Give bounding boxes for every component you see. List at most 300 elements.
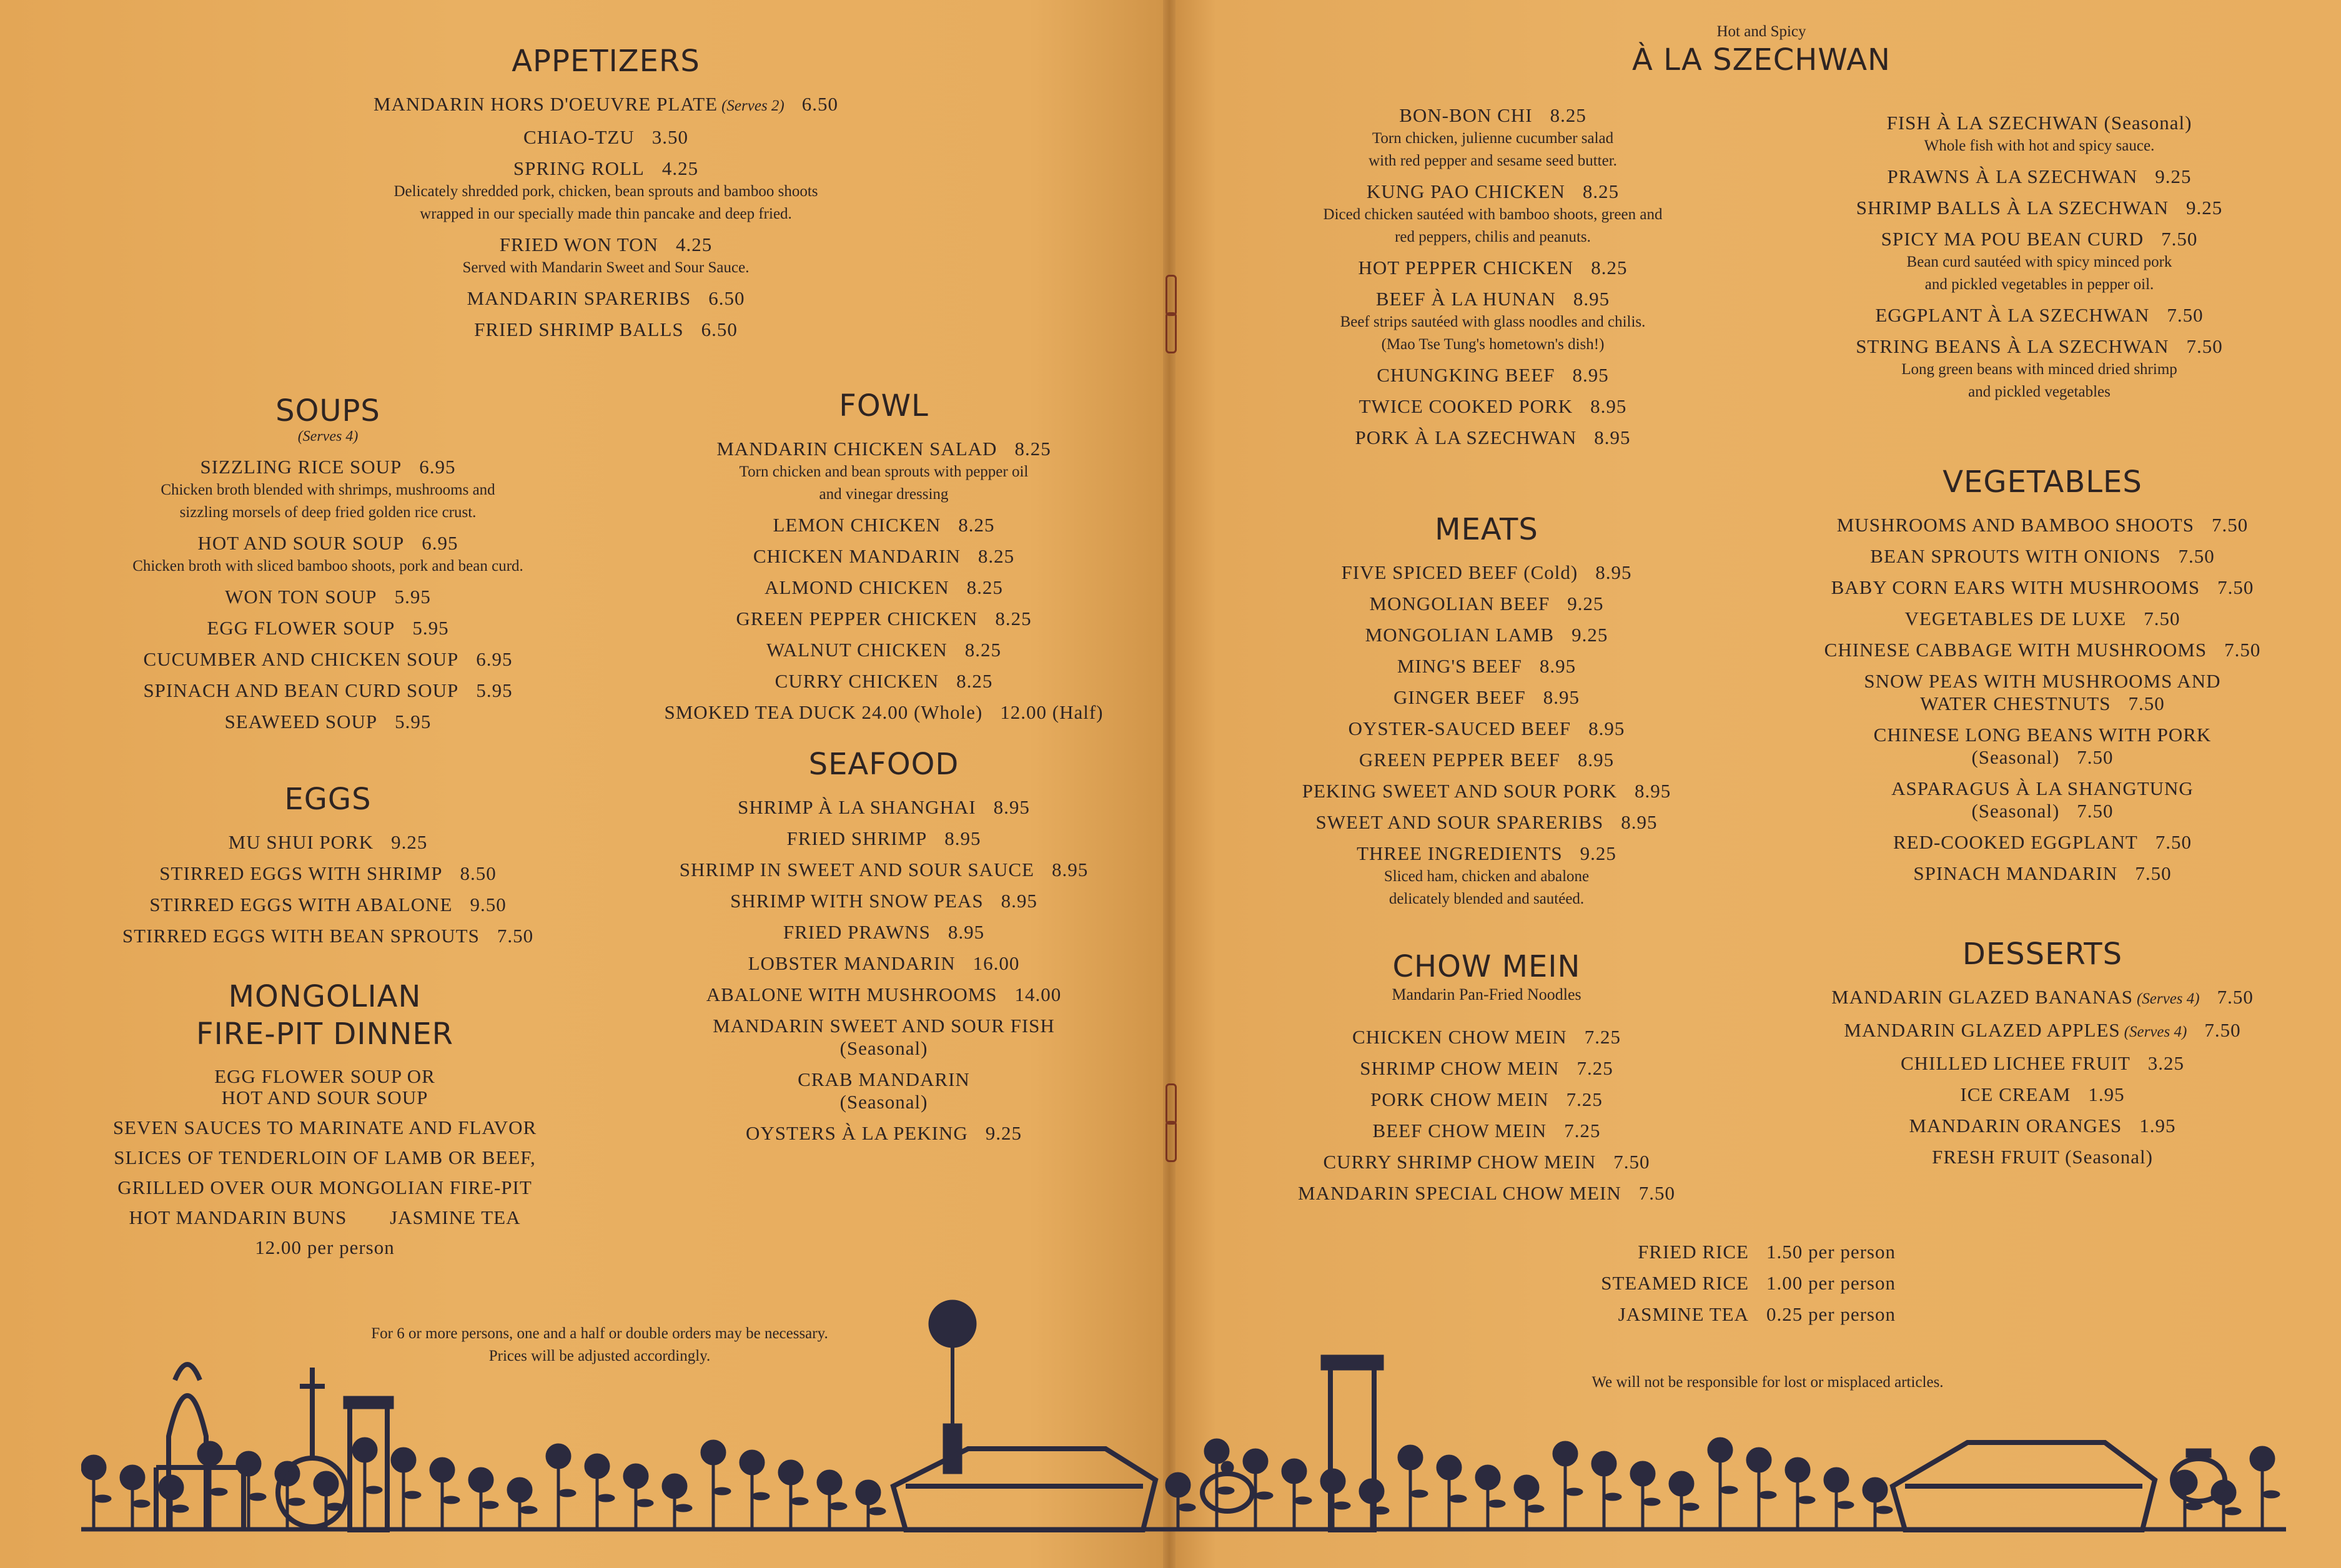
item-name: SEAWEED SOUP [224, 711, 378, 732]
item-name: MANDARIN GLAZED APPLES [1844, 1019, 2121, 1041]
item-name-line2: WATER CHESTNUTS [1920, 693, 2111, 714]
jasmine-tea-mongolian: JASMINE TEA [390, 1206, 521, 1228]
item-price: 8.95 [993, 796, 1030, 818]
item-price: 8.95 [1588, 717, 1625, 739]
item-price: 0.25 per person [1766, 1303, 1896, 1325]
flower-icon [507, 1477, 532, 1502]
item-name: THREE INGREDIENTS [1357, 842, 1563, 864]
menu-item-red-cooked-eggplant [1786, 827, 2299, 858]
item-name: CURRY CHICKEN [775, 670, 939, 692]
item-name: CUCUMBER AND CHICKEN SOUP [143, 648, 459, 670]
item-description [1249, 204, 1736, 249]
item-name: MANDARIN GLAZED BANANAS [1831, 986, 2133, 1008]
item-name: CURRY SHRIMP CHOW MEIN [1323, 1151, 1596, 1173]
mongolian-extras [37, 1203, 612, 1233]
menu-item-won-ton-soup [37, 581, 618, 613]
description-line: Torn chicken, julienne cucumber salad [1372, 130, 1614, 147]
item-price: 9.25 [1571, 624, 1608, 646]
menu-item-hot-and-sour-soup [37, 528, 618, 559]
menu-item-mandarin-special-chow-mein [1249, 1178, 1724, 1209]
menu-item-beef-la-hunan [1249, 284, 1736, 315]
item-price: 8.95 [1635, 780, 1671, 802]
item-name: LOBSTER MANDARIN [748, 952, 956, 974]
plant-stand-icon [344, 1396, 393, 1530]
flower-icon [1204, 1439, 1229, 1464]
menu-item-chungking-beef [1249, 360, 1736, 391]
item-name: GREEN PEPPER BEEF [1359, 749, 1560, 771]
menu-item-shrimp-balls-la-szechwan [1793, 192, 2286, 224]
item-name: MONGOLIAN LAMB [1365, 624, 1555, 646]
item-price: 7.50 [2161, 228, 2198, 250]
flower-icon [1746, 1447, 1771, 1472]
item-name: CHUNGKING BEEF [1377, 364, 1555, 386]
item-price: 1.95 [2139, 1115, 2176, 1137]
menu-item-shrimp-with-snow-peas [625, 885, 1143, 917]
menu-item-eggplant-la-szechwan [1793, 300, 2286, 331]
item-name: SHRIMP IN SWEET AND SOUR SAUCE [679, 859, 1034, 880]
mongolian-section [37, 978, 612, 1263]
item-name: MONGOLIAN BEEF [1369, 593, 1550, 614]
item-price: 8.25 [1550, 104, 1586, 126]
item-price: 3.25 [2147, 1052, 2185, 1074]
menu-item-twice-cooked-pork [1249, 391, 1736, 422]
item-price: 4.25 [675, 234, 713, 255]
flower-icon [430, 1457, 455, 1482]
menu-item-spicy-ma-pou-bean-curd [1793, 224, 2286, 255]
item-price: 7.50 [1613, 1151, 1650, 1173]
menu-item-line2 [1786, 688, 2299, 719]
item-name: PEKING SWEET AND SOUR PORK [1302, 780, 1617, 802]
menu-item-hot-pepper-chicken [1249, 252, 1736, 284]
description-line: and pickled vegetables [1968, 383, 2111, 400]
flower-icon [1243, 1449, 1268, 1474]
item-price: 7.50 [497, 925, 534, 947]
menu-item-baby-corn-ears-with-mushrooms [1786, 572, 2299, 603]
item-price: 8.95 [1577, 749, 1615, 771]
mongolian-heading-2: FIRE-PIT DINNER [195, 1017, 454, 1052]
description-line: Sliced ham, chicken and abalone [1383, 868, 1590, 885]
item-price: 7.25 [1584, 1026, 1621, 1048]
flower-icon [1630, 1461, 1655, 1486]
flower-icon [1669, 1471, 1694, 1496]
item-name: BEAN SPROUTS WITH ONIONS [1870, 545, 2161, 567]
flower-icon [778, 1460, 803, 1485]
item-price: 5.95 [394, 586, 431, 608]
item-name: SPICY MA POU BEAN CURD [1881, 228, 2144, 250]
description-line: sizzling morsels of deep fried golden rice crust. [179, 504, 477, 521]
flower-icon [585, 1454, 610, 1479]
menu-item-fish-la-szechwan-seasonal [1793, 107, 2286, 139]
description-line: Diced chicken sautéed with bamboo shoots, green and [1323, 206, 1663, 223]
menu-item-mandarin-hors-d-oeuvre-plate [300, 89, 912, 122]
eggs-heading: EGGS [284, 782, 372, 817]
description-line: and vinegar dressing [819, 486, 949, 503]
item-name: STIRRED EGGS WITH BEAN SPROUTS [122, 925, 480, 947]
item-price: 1.50 per person [1766, 1241, 1896, 1263]
szechwan-kicker: Hot and Spicy [1716, 23, 1806, 40]
menu-item-lemon-chicken [625, 510, 1143, 541]
flower-icon [546, 1444, 571, 1469]
item-name: OYSTERS À LA PEKING [746, 1122, 968, 1144]
item-price: 7.50 [2077, 800, 2114, 822]
item-name: CHICKEN CHOW MEIN [1352, 1026, 1567, 1048]
menu-item-vegetables-de-luxe [1786, 603, 2299, 634]
flower-icon [1166, 1472, 1190, 1497]
menu-item-oyster-sauced-beef [1249, 713, 1724, 744]
menu-item-walnut-chicken [625, 634, 1143, 666]
footnote-line: For 6 or more persons, one and a half or double orders may be necessary. [371, 1325, 828, 1342]
item-price: 8.25 [958, 514, 995, 536]
item-price: 6.50 [708, 287, 745, 309]
flower-icon [2250, 1446, 2275, 1471]
flower-icon [1785, 1457, 1810, 1482]
flower-icon [352, 1437, 377, 1462]
menu-item-ming-s-beef [1249, 651, 1724, 682]
fowl-heading: FOWL [839, 388, 929, 423]
item-name: BON-BON CHI [1399, 104, 1533, 126]
item-price: 7.50 [2128, 693, 2165, 714]
item-name: TWICE COOKED PORK [1359, 395, 1573, 417]
item-name: FRIED WON TON [499, 234, 658, 255]
menu-item-mandarin-oranges [1786, 1110, 2299, 1141]
item-price: 7.50 [2204, 1019, 2241, 1041]
item-name: SPRING ROLL [513, 157, 645, 179]
item-price: 7.50 [2224, 639, 2261, 661]
item-name: FRIED RICE [1638, 1241, 1749, 1263]
vegetables-heading: VEGETABLES [1943, 465, 2142, 500]
item-name-line2: (Seasonal) [1971, 746, 2060, 768]
item-name: HOT AND SOUR SOUP [197, 532, 405, 554]
menu-item-mongolian-beef [1249, 588, 1724, 619]
item-price: 8.25 [995, 608, 1032, 629]
item-price: 6.95 [419, 456, 456, 478]
menu-item-five-spiced-beef-cold [1249, 557, 1724, 588]
flower-icon [1708, 1437, 1733, 1462]
urn-stand-icon [1321, 1355, 1383, 1530]
mongolian-heading-1: MONGOLIAN [228, 979, 422, 1014]
item-price: 7.50 [2217, 576, 2254, 598]
item-name: FRIED SHRIMP [786, 827, 928, 849]
item-name: SPINACH MANDARIN [1913, 862, 2118, 884]
menu-item-fried-won-ton [300, 229, 912, 260]
item-name: WALNUT CHICKEN [766, 639, 948, 661]
item-price: 9.25 [2155, 165, 2192, 187]
menu-item-bean-sprouts-with-onions [1786, 541, 2299, 572]
menu-item-seaweed-soup [37, 706, 618, 737]
item-price: 8.95 [1539, 655, 1576, 677]
item-price: 16.00 [973, 952, 1020, 974]
description-line: Torn chicken and bean sprouts with pepper oil [739, 463, 1029, 480]
item-price: 6.95 [422, 532, 458, 554]
flower-icon [197, 1441, 222, 1466]
item-name: SPINACH AND BEAN CURD SOUP [143, 679, 459, 701]
item-seasonal: (Seasonal) [839, 1037, 928, 1059]
flower-icon [1282, 1459, 1307, 1484]
item-name: MANDARIN HORS D'OEUVRE PLATE [373, 93, 718, 115]
flower-icon [1437, 1455, 1462, 1480]
menu-item-green-pepper-chicken [625, 603, 1143, 634]
item-description [1249, 865, 1724, 910]
item-name: RED-COOKED EGGPLANT [1893, 831, 2138, 853]
menu-item-cucumber-and-chicken-soup [37, 644, 618, 675]
item-price: 4.25 [661, 157, 699, 179]
item-name: WON TON SOUP [225, 586, 377, 608]
menu-item-shrimp-in-sweet-and-sour-sauce [625, 854, 1143, 885]
binding-cord-bottom-2 [1166, 1121, 1177, 1162]
szechwan-column-1 [1249, 100, 1736, 453]
item-price: 7.25 [1564, 1120, 1601, 1141]
flower-icon [391, 1447, 416, 1472]
flower-icon [1591, 1451, 1616, 1476]
menu-item-lobster-mandarin [625, 948, 1143, 979]
menu-item-chicken-chow-mein [1249, 1022, 1724, 1053]
description-line: Long green beans with minced dried shrimp [1901, 361, 2177, 378]
item-name: FIVE SPICED BEEF (Cold) [1341, 561, 1578, 583]
item-name: KUNG PAO CHICKEN [1366, 180, 1565, 202]
item-description [1793, 251, 2286, 296]
item-price: 9.25 [1567, 593, 1604, 614]
item-name: STIRRED EGGS WITH SHRIMP [159, 862, 443, 884]
item-name: SNOW PEAS WITH MUSHROOMS AND [1864, 670, 2221, 692]
soups-subtitle: (Serves 4) [297, 428, 359, 445]
item-seasonal: (Seasonal) [839, 1091, 928, 1113]
chow-mein-section [1249, 948, 1724, 1209]
flower-icon [81, 1455, 106, 1480]
mongolian-line: HOT AND SOUR SOUP [221, 1087, 428, 1108]
menu-item-spring-roll [300, 153, 912, 184]
description-line: Served with Mandarin Sweet and Sour Sauce. [462, 259, 750, 276]
menu-item-peking-sweet-and-sour-pork [1249, 776, 1724, 807]
item-price: 6.50 [801, 93, 839, 115]
item-name: MANDARIN SPARERIBS [467, 287, 691, 309]
flower-icon [468, 1467, 493, 1492]
item-description [300, 257, 912, 279]
item-name: MANDARIN CHICKEN SALAD [716, 438, 997, 460]
menu-item-three-ingredients [1249, 838, 1724, 869]
appetizers-heading: APPETIZERS [512, 44, 700, 79]
description-line: Bean curd sautéed with spicy minced pork [1906, 254, 2172, 270]
mongolian-line: EGG FLOWER SOUP OR [214, 1065, 435, 1087]
description-line: wrapped in our specially made thin pancake and deep fried. [420, 205, 792, 222]
flower-icon [1553, 1441, 1578, 1466]
item-price: 5.95 [412, 617, 449, 639]
desserts-heading: DESSERTS [1962, 937, 2123, 972]
item-name: MANDARIN SPECIAL CHOW MEIN [1298, 1182, 1621, 1204]
item-name: MANDARIN ORANGES [1909, 1115, 2122, 1137]
menu-item-fried-prawns [625, 917, 1143, 948]
menu-item-mandarin-glazed-apples [1786, 1015, 2299, 1048]
item-price: 8.50 [460, 862, 497, 884]
item-note: (Serves 2) [721, 97, 784, 114]
item-name: ALMOND CHICKEN [765, 576, 949, 598]
menu-item-mandarin-glazed-bananas [1786, 982, 2299, 1015]
binding-cord-top-2 [1166, 312, 1177, 353]
menu-item-ginger-beef [1249, 682, 1724, 713]
item-price: 8.25 [966, 576, 1003, 598]
menu-item-green-pepper-beef [1249, 744, 1724, 776]
flower-icon [1398, 1445, 1423, 1470]
item-name: ASPARAGUS À LA SHANGTUNG [1891, 777, 2194, 799]
footnote-line: Prices will be adjusted accordingly. [488, 1348, 711, 1364]
item-price: 8.95 [1594, 427, 1631, 448]
item-name: SHRIMP BALLS À LA SZECHWAN [1856, 197, 2169, 219]
menu-item-pork-la-szechwan [1249, 422, 1736, 453]
item-price: 7.50 [2186, 335, 2223, 357]
item-name: HOT PEPPER CHICKEN [1358, 257, 1574, 279]
item-name: SHRIMP WITH SNOW PEAS [730, 890, 984, 912]
item-name: MANDARIN SWEET AND SOUR FISH [713, 1015, 1055, 1037]
menu-item-shrimp-chow-mein [1249, 1053, 1724, 1084]
flower-icon [120, 1465, 145, 1490]
desserts-section [1786, 935, 2299, 1173]
menu-item-beef-chow-mein [1249, 1115, 1724, 1146]
item-name: STRING BEANS À LA SZECHWAN [1856, 335, 2169, 357]
flower-icon [662, 1474, 687, 1499]
hot-mandarin-buns: HOT MANDARIN BUNS [129, 1206, 347, 1228]
menu-item-kung-pao-chicken [1249, 176, 1736, 207]
fowl-section [625, 387, 1143, 728]
menu-item-almond-chicken [625, 572, 1143, 603]
item-name: MING'S BEEF [1397, 655, 1522, 677]
item-description [37, 479, 618, 524]
vegetables-section [1786, 463, 2299, 889]
item-price: 7.25 [1566, 1088, 1603, 1110]
item-price: 8.95 [948, 921, 985, 943]
item-price: 7.25 [1576, 1057, 1613, 1079]
item-description [300, 180, 912, 225]
menu-item-curry-shrimp-chow-mein [1249, 1146, 1724, 1178]
description-line: Chicken broth with sliced bamboo shoots, pork and bean curd. [132, 558, 523, 574]
item-name: FRESH FRUIT (Seasonal) [1932, 1146, 2153, 1168]
item-name: LEMON CHICKEN [773, 514, 941, 536]
item-price: 7.50 [2178, 545, 2215, 567]
menu-item-smoked-tea-duck-24-00-whole [625, 697, 1143, 728]
item-price: 8.25 [964, 639, 1002, 661]
item-name: ABALONE WITH MUSHROOMS [706, 984, 997, 1005]
item-price: 6.95 [476, 648, 513, 670]
teapot-icon [1202, 1461, 1252, 1511]
flower-icon [701, 1440, 726, 1465]
szechwan-heading: À LA SZECHWAN [1632, 42, 1891, 77]
item-price: 7.50 [2135, 862, 2172, 884]
item-name: GINGER BEEF [1393, 686, 1526, 708]
garden-border-illustration [81, 1280, 2286, 1542]
item-price: 8.95 [1001, 890, 1037, 912]
menu-item-prawns-la-szechwan [1793, 161, 2286, 192]
item-name: BABY CORN EARS WITH MUSHROOMS [1831, 576, 2200, 598]
menu-item-curry-chicken [625, 666, 1143, 697]
item-price: 8.95 [1573, 288, 1610, 310]
table-icon-right [1893, 1442, 2155, 1530]
item-name: CHIAO-TZU [523, 126, 635, 148]
item-price: 6.50 [701, 318, 738, 340]
item-price: 7.50 [2217, 986, 2254, 1008]
menu-item-chinese-cabbage-with-mushrooms [1786, 634, 2299, 666]
item-price: 5.95 [395, 711, 432, 732]
item-name: CRAB MANDARIN [798, 1068, 970, 1090]
item-name: SHRIMP À LA SHANGHAI [738, 796, 976, 818]
description-line: (Mao Tse Tung's hometown's dish!) [1381, 336, 1605, 353]
menu-item-ice-cream [1786, 1079, 2299, 1110]
item-price: 9.25 [2185, 197, 2223, 219]
menu-item-pork-chow-mein [1249, 1084, 1724, 1115]
item-price: 9.25 [1580, 842, 1616, 864]
menu-item-line2 [1786, 742, 2299, 773]
flower-icon [740, 1450, 765, 1475]
flower-icon [1824, 1467, 1849, 1492]
menu-item-stirred-eggs-with-shrimp [37, 858, 618, 889]
description-line: with red pepper and sesame seed butter. [1368, 152, 1617, 169]
item-name: FRIED SHRIMP BALLS [474, 318, 684, 340]
flower-icon [856, 1480, 881, 1505]
item-name: MU SHUI PORK [228, 831, 374, 853]
item-price: 7.50 [2211, 514, 2249, 536]
item-name: CHINESE CABBAGE WITH MUSHROOMS [1824, 639, 2207, 661]
description-line: and pickled vegetables in pepper oil. [1924, 276, 2154, 293]
szechwan-column-2 [1793, 107, 2286, 407]
item-price: 5.95 [476, 679, 513, 701]
menu-item-chiao-tzu [300, 122, 912, 153]
binding-cord-bottom [1166, 1083, 1177, 1125]
description-line: Whole fish with hot and spicy sauce. [1924, 137, 2155, 154]
item-name: BEEF À LA HUNAN [1375, 288, 1556, 310]
item-price: 8.95 [1621, 811, 1658, 833]
menu-item-line2 [1786, 796, 2299, 827]
item-note: (Serves 4) [2136, 990, 2200, 1007]
item-description [625, 461, 1143, 506]
item-price: 14.00 [1014, 984, 1062, 1005]
right-footnote: We will not be responsible for lost or misplaced articles. [1591, 1374, 1944, 1391]
seafood-heading: SEAFOOD [808, 747, 959, 782]
flower-icon [623, 1464, 648, 1489]
item-price: 8.95 [1595, 561, 1632, 583]
item-name: FRIED PRAWNS [783, 921, 931, 943]
item-description [37, 555, 618, 578]
menu-item-chicken-mandarin [625, 541, 1143, 572]
menu-item-fried-shrimp-balls [300, 314, 912, 345]
item-name: SHRIMP CHOW MEIN [1360, 1057, 1560, 1079]
item-price: 12.00 (Half) [1000, 701, 1104, 723]
item-name: SMOKED TEA DUCK 24.00 (Whole) [664, 701, 983, 723]
item-price: 1.95 [2088, 1083, 2125, 1105]
menu-item-mushrooms-and-bamboo-shoots [1786, 510, 2299, 541]
item-price: 8.95 [1543, 686, 1580, 708]
menu-item-spinach-and-bean-curd-soup [37, 675, 618, 706]
item-price: 7.50 [2167, 304, 2204, 326]
item-price: 8.25 [1582, 180, 1620, 202]
menu-item-abalone-with-mushrooms [625, 979, 1143, 1010]
menu-item-stirred-eggs-with-abalone [37, 889, 618, 920]
item-description [1249, 127, 1736, 172]
meats-section [1249, 511, 1724, 914]
menu-item-stirred-eggs-with-bean-sprouts [37, 920, 618, 952]
item-name: BEEF CHOW MEIN [1372, 1120, 1547, 1141]
item-name: CHILLED LICHEE FRUIT [1900, 1052, 2131, 1074]
item-name: ICE CREAM [1960, 1083, 2071, 1105]
item-price: 9.25 [985, 1122, 1022, 1144]
menu-item-fresh-fruit-seasonal [1786, 1141, 2299, 1173]
item-name: CHINESE LONG BEANS WITH PORK [1873, 724, 2212, 746]
menu-item-egg-flower-soup [37, 613, 618, 644]
item-name-line2: (Seasonal) [1971, 800, 2060, 822]
item-price: 8.25 [1014, 438, 1051, 460]
menu-item-fried-shrimp [625, 823, 1143, 854]
item-name: GREEN PEPPER CHICKEN [736, 608, 978, 629]
seafood-section [625, 746, 1143, 1149]
item-price: 9.50 [470, 894, 507, 915]
table-icon [893, 1449, 1156, 1530]
chow-mein-subtitle: Mandarin Pan-Fried Noodles [1392, 985, 1581, 1003]
